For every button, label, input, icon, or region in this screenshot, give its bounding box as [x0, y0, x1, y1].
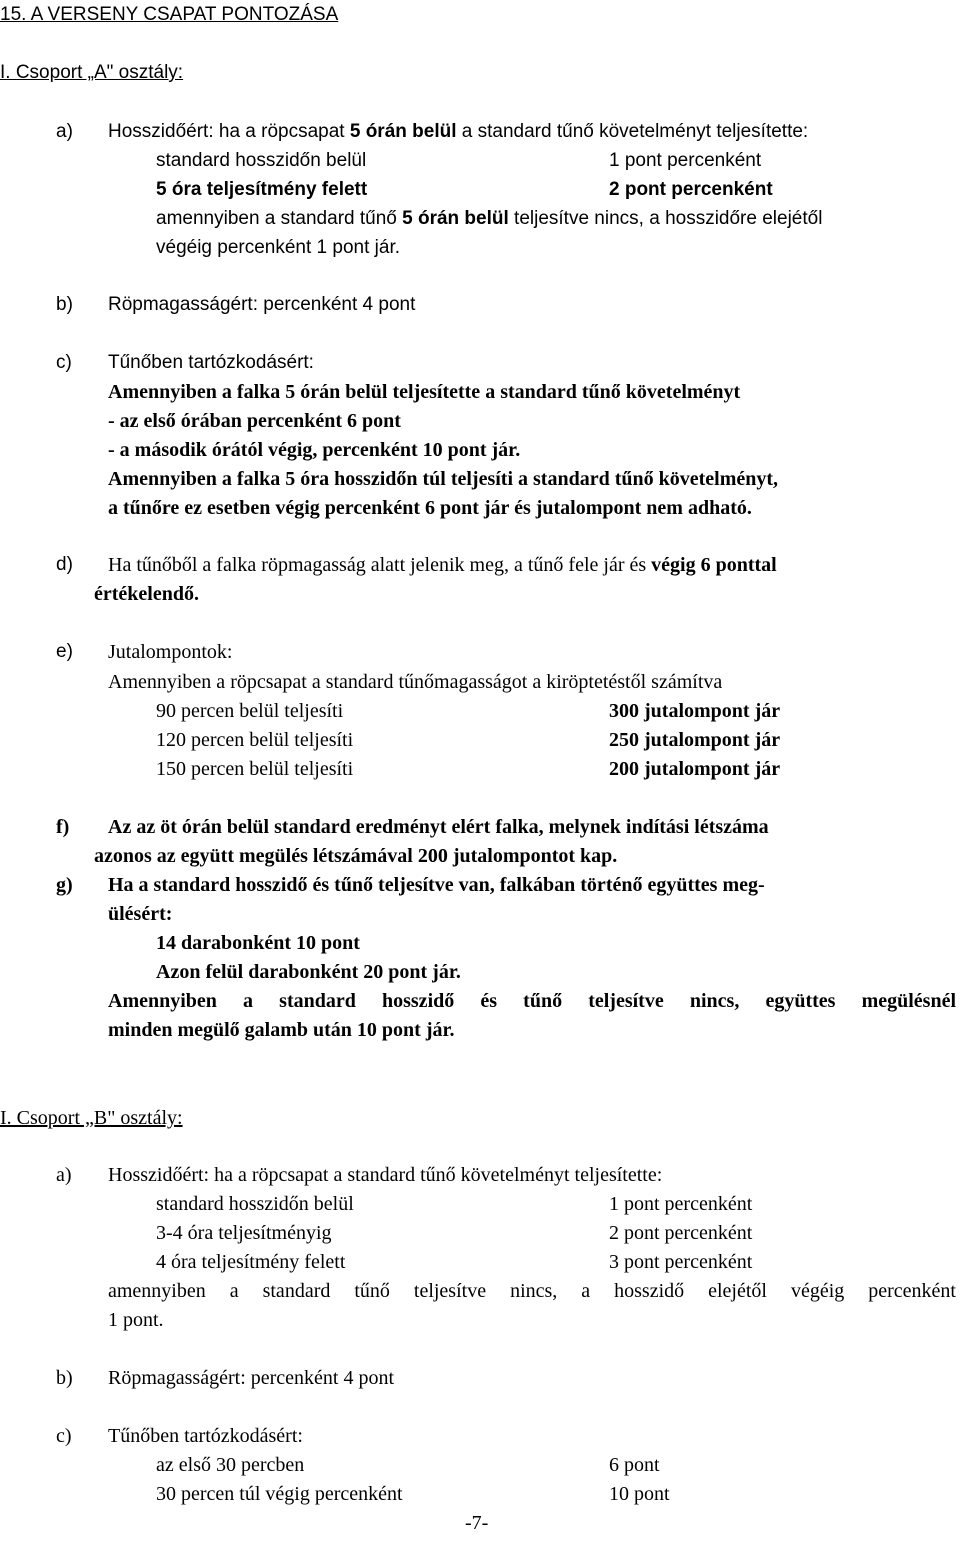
a-a-intro-rest: a standard tűnő követelményt teljesítette: — [461, 121, 809, 142]
b-c-row2-value: 10 pont — [609, 1483, 670, 1505]
page-number: -7- — [465, 1512, 489, 1534]
a-d-text — [108, 553, 777, 577]
a-d-text-bold: végig 6 ponttal — [651, 554, 777, 576]
a-c-line1: Amennyiben a falka 5 órán belül teljesítette a standard tűnő követelményt — [108, 381, 741, 403]
a-e-title: Jutalompontok: — [108, 641, 233, 663]
a-e-row3-value: 200 jutalompont jár — [609, 758, 781, 780]
b-a-intro: Hosszidőért: ha a röpcsapat a standard tűnő követelményt teljesítette: — [108, 1164, 663, 1186]
b-b-marker: b) — [56, 1367, 73, 1389]
a-e-row2-value: 250 jutalompont jár — [609, 729, 781, 751]
a-e-row1-value: 300 jutalompont jár — [609, 700, 781, 722]
a-c-marker: c) — [56, 352, 72, 373]
b-a-row2-value: 2 pont percenként — [609, 1222, 753, 1244]
group-a-title: I. Csoport „A" osztály: — [0, 62, 184, 83]
a-a-intro — [108, 120, 808, 144]
b-c-row1-label: az első 30 percben — [156, 1454, 305, 1476]
a-e-marker: e) — [56, 641, 73, 662]
b-a-note: amennyiben a standard tűnő teljesítve nincs, a hosszidő elejétől végéig percenként — [108, 1280, 956, 1302]
a-a-intro-text: Hosszidőért: ha a röpcsapat — [108, 121, 345, 142]
a-e-row1-label: 90 percen belül teljesíti — [156, 700, 344, 722]
group-b-title: I. Csoport „B" osztály: — [0, 1107, 183, 1129]
a-a-marker: a) — [56, 121, 73, 142]
b-a-row1-value: 1 pont percenként — [609, 1193, 753, 1215]
b-a-row1-label: standard hosszidőn belül — [156, 1193, 354, 1215]
b-c-row1-value: 6 pont — [609, 1454, 660, 1476]
a-c-title: Tűnőben tartózkodásért: — [108, 352, 314, 373]
a-a-row1-label: standard hosszidőn belül — [156, 150, 367, 171]
a-a-intro-bold: 5 órán belül — [349, 121, 457, 142]
b-a-note2: 1 pont. — [108, 1309, 164, 1331]
b-a-row3-value: 3 pont percenként — [609, 1251, 753, 1273]
a-g-marker: g) — [56, 874, 73, 896]
a-a-row2-label: 5 óra teljesítmény felett — [156, 179, 368, 200]
a-f-marker: f) — [56, 816, 70, 838]
a-c-dash1: - az első órában percenként 6 pont — [108, 410, 401, 432]
a-g-item1: 14 darabonként 10 pont — [156, 932, 360, 954]
a-f-line2: azonos az együtt megülés létszámával 200 jutalompontot kap. — [94, 845, 618, 867]
a-c-dash2: - a második órától végig, percenként 10 pont jár. — [108, 439, 521, 461]
a-g-item2: Azon felül darabonként 20 pont jár. — [156, 961, 461, 983]
a-e-intro: Amennyiben a röpcsapat a standard tűnőmagasságot a kiröptetéstől számítva — [108, 671, 723, 693]
b-a-row2-label: 3-4 óra teljesítményig — [156, 1222, 332, 1244]
a-a-note-line2: végéig percenként 1 pont jár. — [156, 237, 401, 258]
b-a-marker: a) — [56, 1164, 72, 1186]
b-a-row3-label: 4 óra teljesítmény felett — [156, 1251, 346, 1273]
a-c-line2: Amennyiben a falka 5 óra hosszidőn túl teljesíti a standard tűnő követelményt, — [108, 468, 779, 490]
b-c-row2-label: 30 percen túl végig percenként — [156, 1483, 403, 1505]
a-c-line3: a tűnőre ez esetben végig percenként 6 pont jár és jutalompont nem adható. — [108, 497, 752, 519]
a-g-line4: minden megülő galamb után 10 pont jár. — [108, 1019, 455, 1041]
a-a-note-bold: 5 órán belül — [402, 208, 509, 229]
a-g-line1: Ha a standard hosszidő és tűnő teljesítve van, falkában történő együttes meg- — [108, 874, 765, 896]
a-b-marker: b) — [56, 294, 73, 315]
a-d-marker: d) — [56, 554, 73, 575]
b-c-title: Tűnőben tartózkodásért: — [108, 1425, 303, 1447]
a-e-row2-label: 120 percen belül teljesíti — [156, 729, 354, 751]
page-heading: 15. A VERSENY CSAPAT PONTOZÁSA — [0, 4, 339, 25]
a-a-note-pre: amennyiben a standard tűnő — [156, 208, 397, 229]
a-g-line2: ülésért: — [108, 903, 173, 925]
a-a-note — [156, 207, 822, 231]
a-b-text: Röpmagasságért: percenként 4 pont — [108, 294, 416, 315]
a-g-line3: Amennyiben a standard hosszidő és tűnő teljesítve nincs, együttes megülésnél — [108, 990, 956, 1012]
a-f-line1: Az az öt órán belül standard eredményt elért falka, melynek indítási létszáma — [108, 816, 769, 838]
a-d-line2: értékelendő. — [94, 583, 199, 605]
a-a-note-post: teljesítve nincs, a hosszidőre elejétől — [514, 208, 823, 229]
a-e-row3-label: 150 percen belül teljesíti — [156, 758, 354, 780]
b-c-marker: c) — [56, 1425, 72, 1447]
a-d-text-plain: Ha tűnőből a falka röpmagasság alatt jelenik meg, a tűnő fele jár és — [108, 554, 647, 576]
a-a-row1-value: 1 pont percenként — [609, 150, 762, 171]
a-a-row2-value: 2 pont percenként — [609, 179, 773, 200]
b-b-text: Röpmagasságért: percenként 4 pont — [108, 1367, 395, 1389]
